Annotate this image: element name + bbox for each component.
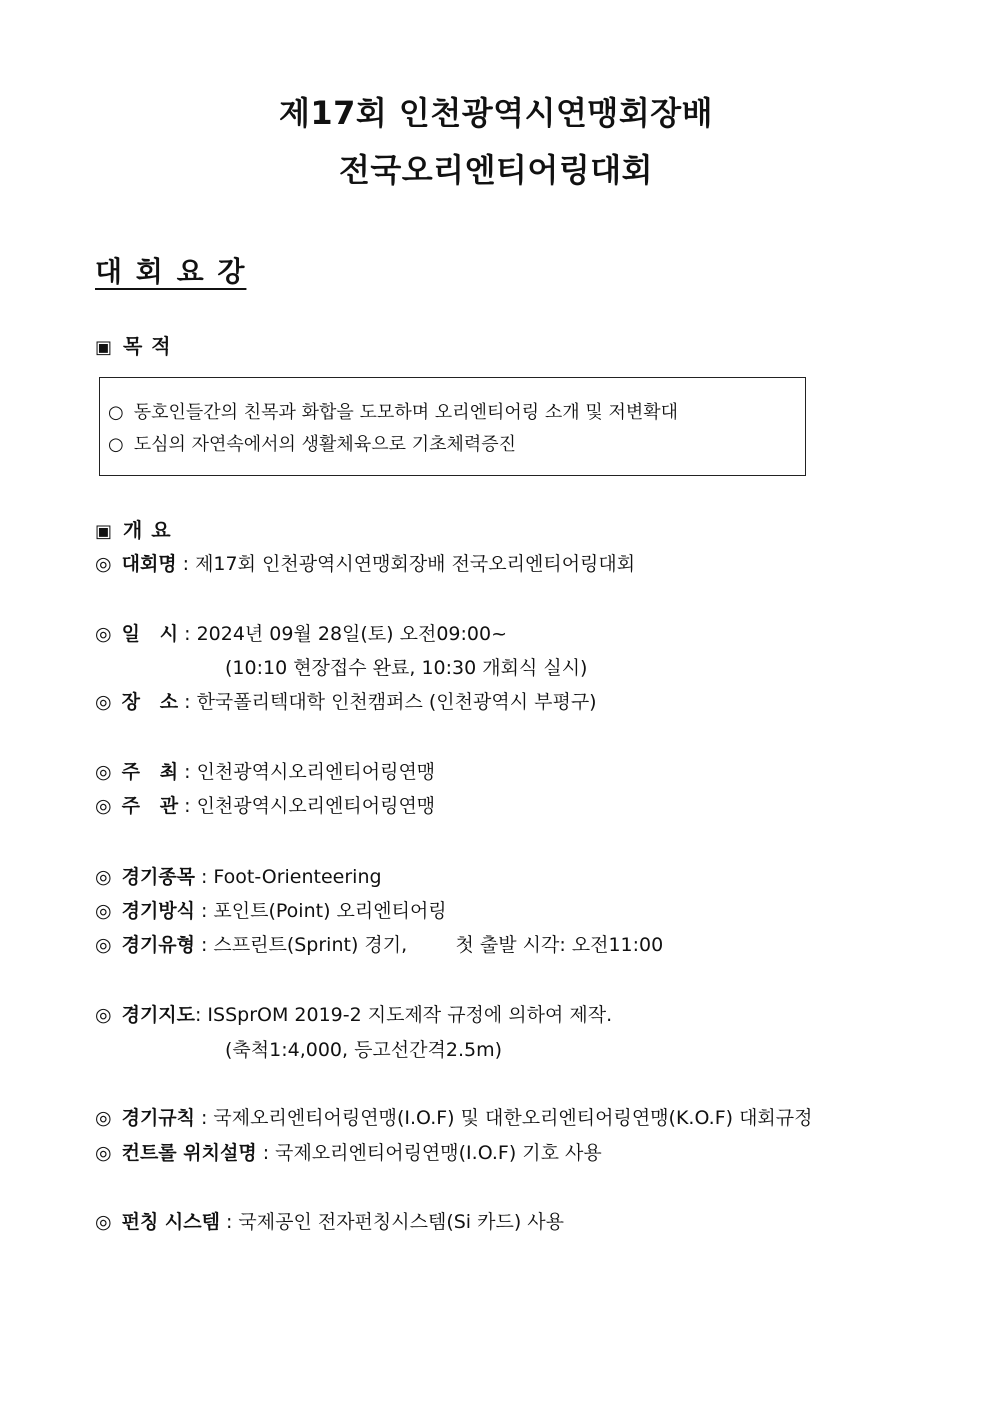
row-label: 경기종목 [121, 866, 196, 888]
row-label: 주 관 [121, 795, 179, 817]
row-separator: : [184, 691, 191, 713]
double-circle-bullet-icon: ◎ [95, 934, 112, 956]
double-circle-bullet-icon: ◎ [95, 866, 112, 888]
row-value: 스프린트(Sprint) 경기, 첫 출발 시각: 오전11:00 [213, 934, 664, 956]
row-separator: : [184, 761, 191, 783]
overview-row-host [95, 757, 435, 784]
row-label: 경기규칙 [121, 1107, 196, 1129]
row-label: 장 소 [121, 691, 179, 713]
purpose-heading [95, 330, 172, 359]
overview-row-rules [95, 1103, 813, 1130]
row-value: 국제오리엔티어링연맹(I.O.F) 및 대한오리엔티어링연맹(K.O.F) 대회규정 [213, 1107, 813, 1129]
row-separator: : [201, 934, 208, 956]
purpose-heading-text: 목 적 [123, 334, 172, 358]
row-value: 포인트(Point) 오리엔티어링 [213, 900, 447, 922]
overview-row-type [95, 930, 663, 957]
row-separator: : [201, 1107, 208, 1129]
double-circle-bullet-icon: ◎ [95, 761, 112, 783]
row-value: 제17회 인천광역시연맹회장배 전국오리엔티어링대회 [195, 553, 636, 575]
double-circle-bullet-icon: ◎ [95, 900, 112, 922]
overview-heading-text: 개 요 [123, 518, 172, 542]
row-separator: : [184, 623, 191, 645]
row-label: 컨트롤 위치설명 [121, 1142, 257, 1164]
double-circle-bullet-icon: ◎ [95, 553, 112, 575]
row-label: 경기지도 [121, 1004, 196, 1026]
row-separator: : [201, 866, 208, 888]
row-value: 한국폴리텍대학 인천캠퍼스 (인천광역시 부평구) [196, 691, 597, 713]
purpose-item [108, 398, 678, 424]
row-value: ISSprOM 2019-2 지도제작 규정에 의하여 제작. [207, 1004, 613, 1026]
overview-row-map [95, 1000, 612, 1027]
row-separator: : [201, 900, 208, 922]
double-circle-bullet-icon: ◎ [95, 1211, 112, 1233]
row-label: 경기유형 [121, 934, 196, 956]
row-separator: : [225, 1211, 233, 1233]
purpose-item-text: 동호인들간의 친목과 화합을 도모하며 오리엔티어링 소개 및 저변확대 [133, 402, 679, 423]
circle-bullet-icon: ○ [108, 434, 124, 455]
double-circle-bullet-icon: ◎ [95, 691, 112, 713]
row-separator: : [262, 1142, 270, 1164]
row-label: 경기방식 [121, 900, 196, 922]
overview-row-control-description [95, 1138, 602, 1165]
double-circle-bullet-icon: ◎ [95, 623, 112, 645]
square-bullet-icon: ▣ [95, 521, 114, 542]
row-label: 주 최 [121, 761, 179, 783]
row-value: Foot-Orienteering [213, 866, 382, 888]
overview-row-organizer [95, 791, 435, 818]
overview-row-format [95, 896, 447, 923]
row-label: 펀칭 시스템 [121, 1211, 220, 1233]
section-heading: 대 회 요 강 [95, 255, 247, 288]
double-circle-bullet-icon: ◎ [95, 795, 112, 817]
row-value: 국제공인 전자펀칭시스템(Si 카드) 사용 [238, 1211, 564, 1233]
overview-row-venue [95, 687, 597, 714]
double-circle-bullet-icon: ◎ [95, 1004, 112, 1026]
row-continuation: (축척1:4,000, 등고선간격2.5m) [225, 1039, 502, 1061]
document-title-line-1: 제17회 인천광역시연맹회장배 [278, 94, 714, 132]
row-value: 2024년 09월 28일(토) 오전09:00~ [196, 623, 508, 645]
overview-row-event-name [95, 549, 635, 576]
overview-row-punching-system [95, 1207, 564, 1234]
row-separator: : [182, 553, 190, 575]
purpose-box [99, 377, 806, 476]
document-title-line-2: 전국오리엔티어링대회 [338, 151, 654, 189]
double-circle-bullet-icon: ◎ [95, 1107, 112, 1129]
row-separator: : [184, 795, 191, 817]
row-value: 인천광역시오리엔티어링연맹 [196, 761, 436, 783]
square-bullet-icon: ▣ [95, 337, 114, 358]
overview-heading [95, 514, 172, 543]
row-value: 국제오리엔티어링연맹(I.O.F) 기호 사용 [275, 1142, 602, 1164]
row-label: 대회명 [121, 553, 177, 575]
row-separator: : [195, 1004, 202, 1026]
circle-bullet-icon: ○ [108, 402, 124, 423]
purpose-item [108, 430, 516, 456]
row-continuation: (10:10 현장접수 완료, 10:30 개회식 실시) [225, 657, 588, 679]
overview-row-date [95, 619, 507, 646]
purpose-item-text: 도심의 자연속에서의 생활체육으로 기초체력증진 [133, 434, 517, 455]
row-label: 일 시 [121, 623, 179, 645]
overview-row-discipline [95, 862, 382, 889]
row-value: 인천광역시오리엔티어링연맹 [196, 795, 436, 817]
double-circle-bullet-icon: ◎ [95, 1142, 112, 1164]
